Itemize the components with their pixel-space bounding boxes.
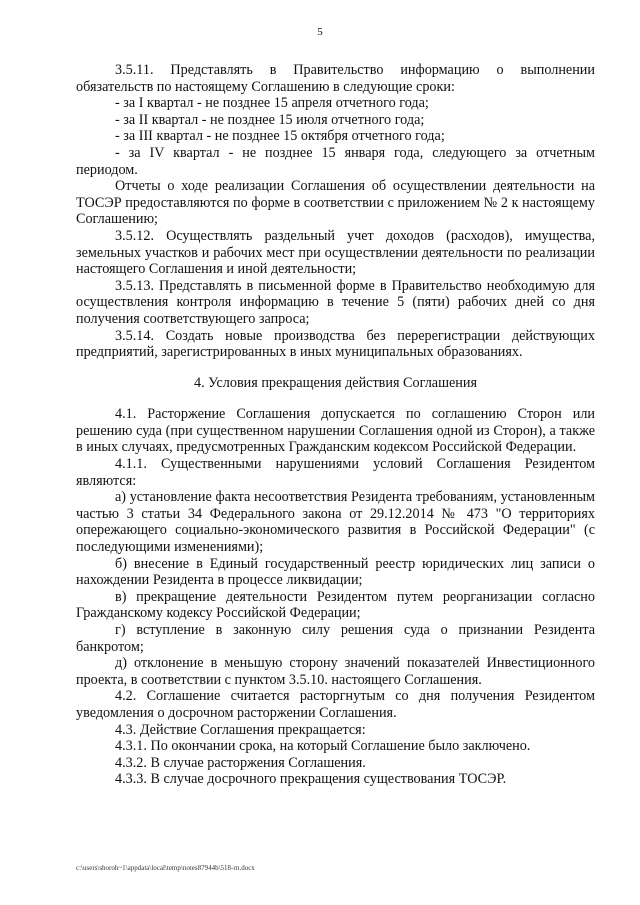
item-b: б) внесение в Единый государственный реестр юридических лиц записи о нахождении Резидента в процессе ликвидации; xyxy=(76,555,595,589)
clause-4-3-1: 4.3.1. По окончании срока, на который Соглашение было заключено. xyxy=(115,738,531,755)
section-4-heading: 4. Условия прекращения действия Соглашения xyxy=(193,374,478,391)
document-body xyxy=(76,62,595,788)
clause-3-5-14: 3.5.14. Создать новые производства без перерегистрации действующих предприятий, зарегистрированных в иных муниципальных образованиях. xyxy=(76,327,595,361)
reports-paragraph: Отчеты о ходе реализации Соглашения об осуществлении деятельности на ТОСЭР предоставляются по форме в соответствии с приложением № 2 к настоящему Соглашению; xyxy=(76,178,595,228)
deadline-q1: - за I квартал - не позднее 15 апреля отчетного года; xyxy=(115,95,429,112)
clause-3-5-13: 3.5.13. Представлять в письменной форме в Правительство необходимую для осуществления контроля информацию в течение 5 (пяти) рабочих дней со дня получения соответствующего запроса; xyxy=(76,277,595,327)
item-a: а) установление факта несоответствия Резидента требованиям, установленным частью 3 статьи 34 Федерального закона от 29.12.2014 № 473 "О территориях опережающего социально-экономического развития в Российской Федерации" (с последующими изменениями); xyxy=(76,489,595,556)
clause-4-1: 4.1. Расторжение Соглашения допускается по соглашению Сторон или решению суда (при существенном нарушении Соглашения одной из Сторон), а также в иных случаях, предусмотренных Гражданским кодексом Российской Федерации. xyxy=(76,406,595,456)
clause-4-3: 4.3. Действие Соглашения прекращается: xyxy=(115,721,366,738)
deadline-q4: - за IV квартал - не позднее 15 января года, следующего за отчетным периодом. xyxy=(76,144,595,178)
clause-4-3-3: 4.3.3. В случае досрочного прекращения существования ТОСЭР. xyxy=(115,771,507,788)
clause-3-5-12: 3.5.12. Осуществлять раздельный учет доходов (расходов), имущества, земельных участков и рабочих мест при осуществлении деятельности по реализации настоящего Соглашения и иной деятельности; xyxy=(76,227,595,278)
page-number: 5 xyxy=(317,26,323,38)
clause-4-3-2: 4.3.2. В случае расторжения Соглашения. xyxy=(115,754,366,771)
deadline-q2: - за II квартал - не позднее 15 июля отчетного года; xyxy=(115,111,425,128)
clause-3-5-11: 3.5.11. Представлять в Правительство информацию о выполнении обязательств по настоящему Соглашению в следующие сроки: xyxy=(76,62,595,95)
item-g: г) вступление в законную силу решения суда о признании Резидента банкротом; xyxy=(76,622,595,655)
clause-4-2: 4.2. Соглашение считается расторгнутым со дня получения Резидентом уведомления о досрочном расторжении Соглашения. xyxy=(76,688,595,721)
item-v: в) прекращение деятельности Резидентом путем реорганизации согласно Гражданскому кодексу Российской Федерации; xyxy=(76,588,595,622)
clause-4-1-1: 4.1.1. Существенными нарушениями условий Соглашения Резидентом являются: xyxy=(76,456,595,489)
file-path-footer: c:\users\shoroh~1\appdata\local\temp\notes87944b\518-rп.docx xyxy=(76,864,255,872)
deadline-q3: - за III квартал - не позднее 15 октября отчетного года; xyxy=(115,128,445,145)
item-d: д) отклонение в меньшую сторону значений показателей Инвестиционного проекта, в соответствии с пунктом 3.5.10. настоящего Соглашения. xyxy=(76,655,595,688)
